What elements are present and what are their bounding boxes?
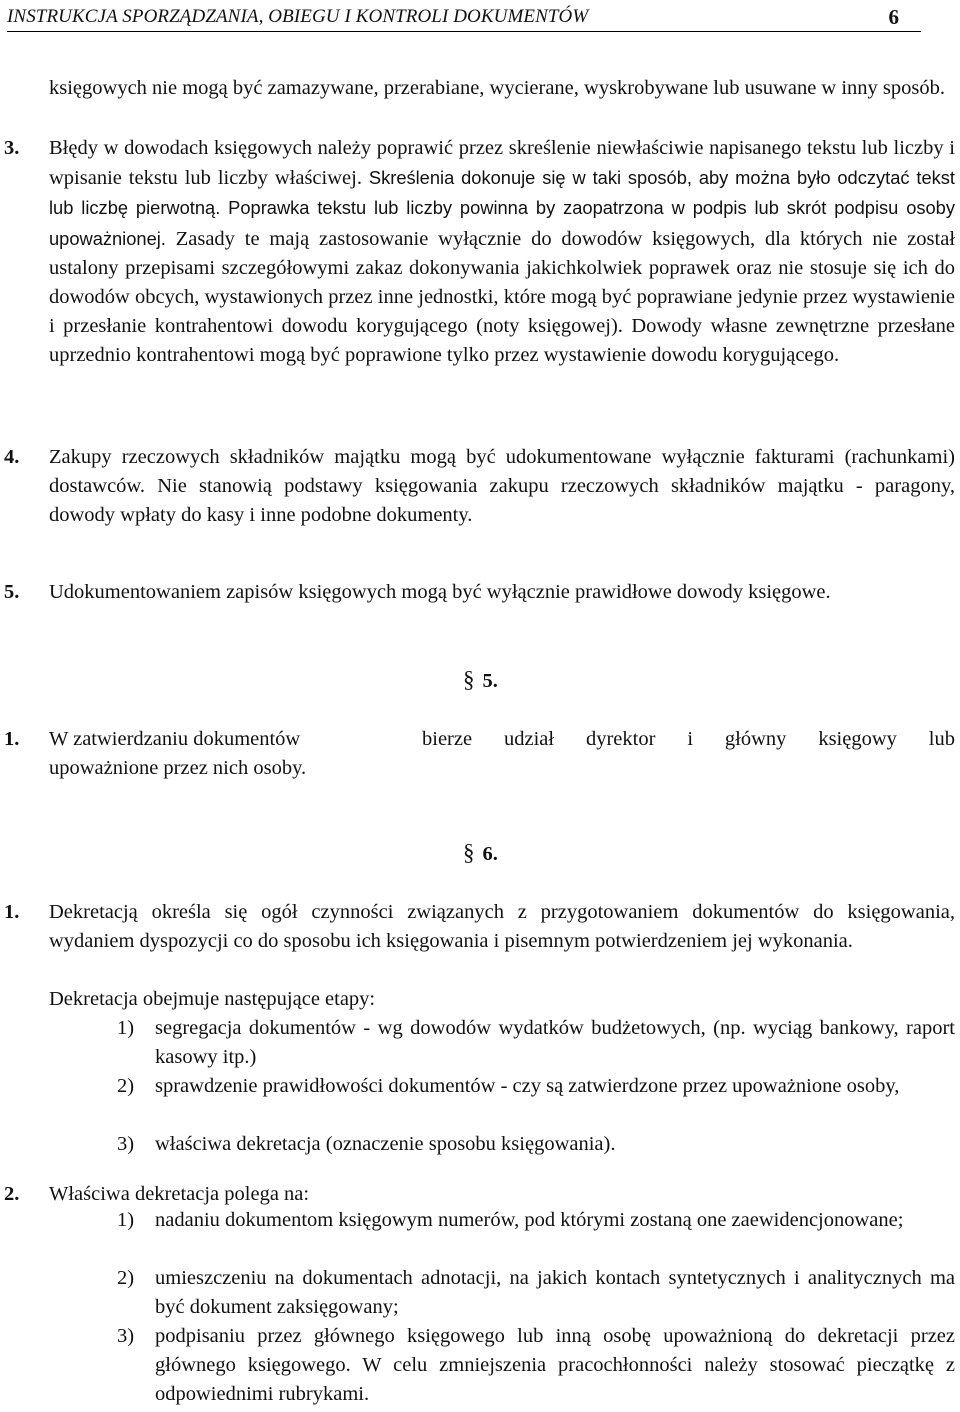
stage-text: segregacja dokumentów - wg dowodów wydatków budżetowych, (np. wyciąg bankowy, raport kasowy itp.) — [155, 1017, 955, 1069]
step-number: 3) — [117, 1325, 135, 1347]
section-label: 6. — [482, 843, 498, 865]
item-5-text: Udokumentowaniem zapisów księgowych mogą być wyłącznie prawidłowe dowody księgowe. — [49, 581, 831, 603]
section-heading-5 — [463, 667, 498, 693]
para5-item-1-line2: upoważnione przez nich osoby. — [49, 757, 307, 779]
step-number: 1) — [117, 1209, 135, 1231]
para6-item-number-1: 1. — [4, 901, 20, 923]
section-heading-6 — [463, 840, 498, 866]
item-number-3: 3. — [4, 137, 20, 159]
para6-item-2-text: Właściwa dekretacja polega na: — [49, 1183, 310, 1205]
item-3-part-a: Błędy w dowodach księgowych należy poprawić przez skreślenie niewłaściwie napisanego tekstu lub liczby i wpisanie tekstu lub liczby właściwej. — [49, 137, 955, 190]
stages-intro: Dekretacja obejmuje następujące etapy: — [49, 988, 376, 1010]
section-label: 5. — [482, 670, 498, 692]
step-text: nadaniu dokumentom księgowym numerów, pod którymi zostaną one zaewidencjonowane; — [155, 1209, 904, 1231]
para6-item-number-2: 2. — [4, 1183, 20, 1205]
step-text: podpisaniu przez głównego księgowego lub inną osobę upoważnioną do dekretacji przez głównego księgowego. W celu zmniejszenia pracochłonności należy stosować pieczątkę z odpowiednimi rubrykami. — [155, 1325, 955, 1406]
stage-text: właściwa dekretacja (oznaczenie sposobu księgowania). — [155, 1133, 616, 1155]
section3-continuation: księgowych nie mogą być zamazywane, przerabiane, wycierane, wyskrobywane lub usuwane w inny sposób. — [49, 77, 946, 99]
stage-number: 2) — [117, 1075, 135, 1097]
section-symbol: § — [463, 667, 475, 692]
stage-number: 1) — [117, 1017, 135, 1039]
item-4-text: Zakupy rzeczowych składników majątku mogą być udokumentowane wyłącznie fakturami (rachunkami) dostawców. Nie stanowią podstawy księgowania zakupu rzeczowych składników majątku - paragony, dowody wpłaty do kasy i inne podobne dokumenty. — [49, 446, 955, 527]
item-3-part-c: Zasady te mają zastosowanie wyłącznie do dowodów księgowych, dla których nie został ustalony przepisami szczegółowymi zakaz dokonywania jakichkolwiek poprawek oraz nie stosuje się ich do dowodów obcych, wystawionych przez inne jednostki, które mogą być poprawiane jedynie przez wystawienie i przesłanie kontrahentowi dowodu korygującego (noty księgowej). Dowody własne zewnętrzne przesłane uprzednio kontrahentowi mogą być poprawione tylko przez wystawienie dowodu korygującego. — [49, 227, 956, 367]
section-symbol: § — [463, 840, 475, 865]
page-number: 6 — [888, 5, 899, 29]
page-header — [7, 3, 921, 32]
step-number: 2) — [117, 1267, 135, 1289]
para5-item-number-1: 1. — [4, 728, 20, 750]
document-title: INSTRUKCJA SPORZĄDZANIA, OBIEGU I KONTROLI DOKUMENTÓW — [7, 6, 589, 27]
item-number-4: 4. — [4, 446, 20, 468]
stage-text: sprawdzenie prawidłowości dokumentów - czy są zatwierdzone przez upoważnione osoby, — [155, 1075, 900, 1097]
step-text: umieszczeniu na dokumentach adnotacji, na jakich kontach syntetycznych i analitycznych ma być dokument zaksięgowany; — [155, 1267, 955, 1319]
para5-item-1-right: bierze udział dyrektor i główny księgowy lub — [422, 728, 955, 750]
para5-item-1-left: W zatwierdzaniu dokumentów — [49, 728, 301, 750]
item-3-text — [49, 134, 955, 371]
para6-item-1-text: Dekretacją określa się ogół czynności związanych z przygotowaniem dokumentów do księgowania, wydaniem dyspozycji co do sposobu ich księgowania i pisemnym potwierdzeniem jej wykonania. — [49, 901, 955, 953]
item-number-5: 5. — [4, 581, 20, 603]
stage-number: 3) — [117, 1133, 135, 1155]
item-3-part-b: Skreślenia dokonuje się w taki sposób, aby można było odczytać tekst lub liczbę pierwotną. Poprawka tekstu lub liczby powinna by zaopatrzona w podpis lub skrót podpisu osoby upoważnionej. — [49, 167, 956, 249]
